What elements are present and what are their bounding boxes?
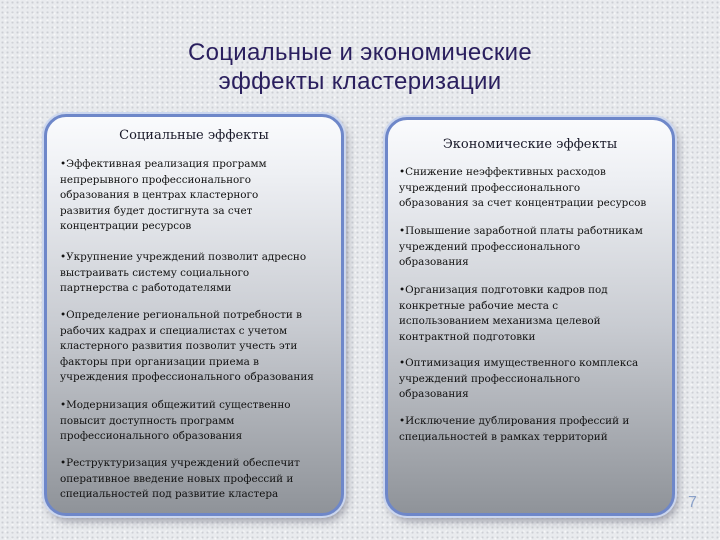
text-line: •Снижение неэффективных расходов bbox=[399, 166, 606, 178]
text-line: •Модернизация общежитий существенно bbox=[60, 399, 291, 411]
text-line: факторы при организации приема в bbox=[60, 355, 260, 368]
slide-title bbox=[0, 38, 720, 96]
text-line: использованием механизма целевой bbox=[399, 315, 601, 327]
social-item-1 bbox=[60, 157, 267, 235]
text-line: •Исключение дублирования профессий и bbox=[399, 415, 630, 427]
economic-item-4 bbox=[399, 356, 638, 403]
economic-effects-header: Экономические эффекты bbox=[442, 137, 618, 152]
text-line: профессионального образования bbox=[60, 430, 243, 442]
text-line: партнерства с работодателями bbox=[60, 282, 232, 294]
text-line: •Повышение заработной платы работникам bbox=[399, 225, 643, 237]
social-effects-header: Социальные эффекты bbox=[119, 128, 269, 143]
economic-item-1 bbox=[399, 165, 646, 212]
text-line: непрерывного профессионального bbox=[60, 173, 251, 186]
social-item-2 bbox=[60, 250, 306, 297]
page-number: 7 bbox=[688, 494, 697, 511]
text-line: кластерного развития позволит учесть эти bbox=[60, 340, 298, 352]
text-line: •Реструктуризация учреждений обеспечит bbox=[60, 457, 300, 469]
social-effects-panel bbox=[44, 114, 344, 516]
text-line: образования bbox=[399, 256, 469, 268]
text-line: выстраивать систему социального bbox=[60, 266, 250, 279]
text-line: учреждения профессионального образования bbox=[60, 371, 314, 383]
text-line: специальностей под развитие кластера bbox=[60, 488, 279, 500]
economic-item-2 bbox=[399, 224, 643, 271]
text-line: учреждений профессионального bbox=[399, 240, 581, 253]
text-line: •Оптимизация имущественного комплекса bbox=[399, 357, 639, 369]
text-line: повысит доступность программ bbox=[60, 414, 235, 427]
text-line: конкретные рабочие места с bbox=[399, 299, 559, 312]
slide-title-line-2: эффекты кластеризации bbox=[218, 68, 502, 95]
text-line: учреждений профессионального bbox=[399, 181, 581, 194]
text-line: образования за счет концентрации ресурсов bbox=[399, 197, 647, 209]
text-line: •Организация подготовки кадров под bbox=[399, 284, 608, 296]
text-line: оперативное введение новых профессий и bbox=[60, 472, 294, 485]
social-item-4 bbox=[60, 398, 291, 445]
economic-effects-panel bbox=[385, 117, 675, 516]
text-line: развития будет достигнута за счет bbox=[60, 204, 253, 217]
text-line: •Укрупнение учреждений позволит адресно bbox=[60, 251, 307, 263]
text-line: •Эффективная реализация программ bbox=[60, 158, 267, 170]
text-line: •Определение региональной потребности в bbox=[60, 309, 302, 321]
text-line: концентрации ресурсов bbox=[60, 220, 192, 232]
text-line: рабочих кадрах и специалистах с учетом bbox=[60, 324, 288, 337]
text-line: учреждений профессионального bbox=[399, 372, 581, 385]
text-line: образования в центрах кластерного bbox=[60, 189, 259, 201]
text-line: образования bbox=[399, 388, 469, 400]
text-line: специальностей в рамках территорий bbox=[399, 430, 608, 443]
economic-item-3 bbox=[399, 283, 608, 345]
slide-title-line-1: Социальные и экономические bbox=[187, 39, 533, 66]
social-item-3 bbox=[60, 308, 314, 386]
text-line: контрактной подготовки bbox=[399, 330, 536, 343]
economic-item-5 bbox=[399, 414, 629, 445]
social-item-5 bbox=[60, 456, 300, 503]
